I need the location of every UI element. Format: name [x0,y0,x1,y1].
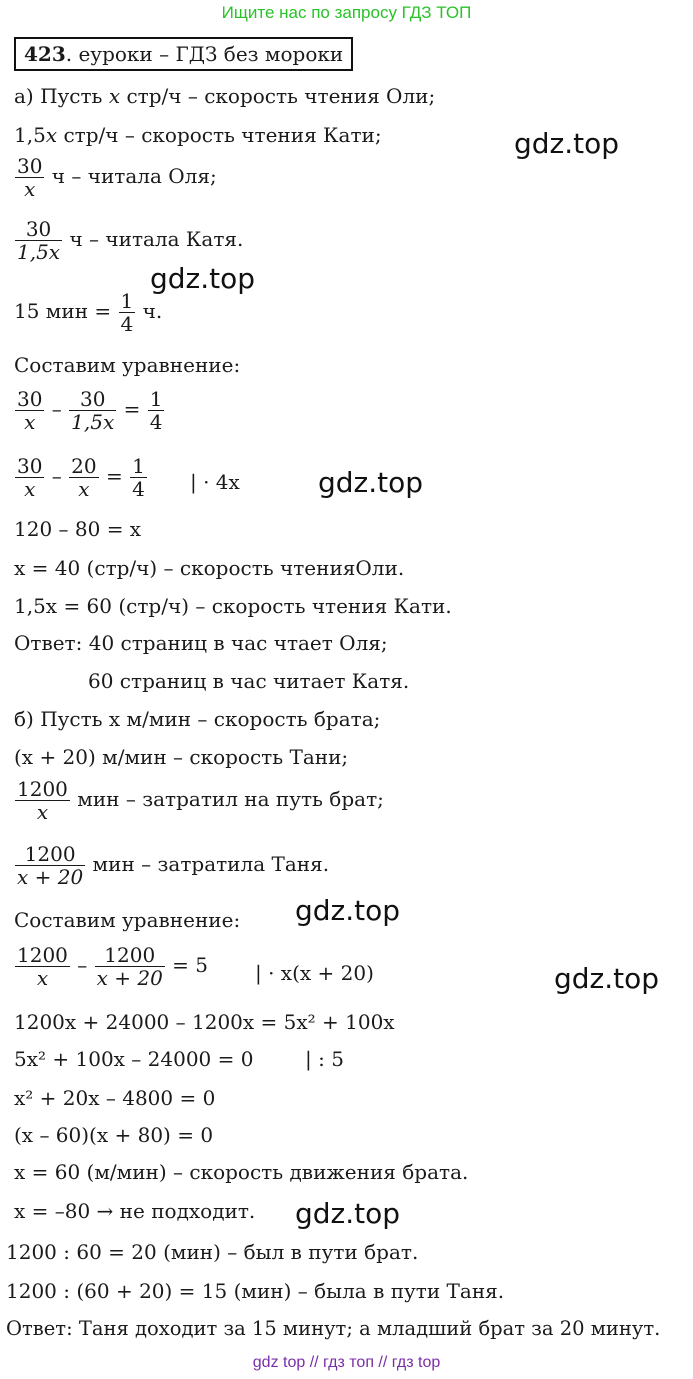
watermark: gdz.top [150,262,256,295]
b-line-14: 1200 : (60 + 20) = 15 (мин) – была в пути Таня. [6,1279,505,1303]
header-text: . еуроки – ГДЗ без мороки [65,42,344,66]
fraction-num: 30 [17,154,43,178]
fraction-num: 30 [25,217,52,241]
watermark: gdz.top [318,466,424,499]
equals-sign: = [99,464,130,488]
equals-five: = 5 [165,953,209,977]
b-line-9: x² + 20x – 4800 = 0 [14,1086,216,1110]
b-line-4 [14,843,329,888]
fraction-den: x + 20 [17,865,84,889]
b-line-7: 1200x + 24000 – 1200x = 5x² + 100x [14,1010,395,1034]
fraction [148,388,165,433]
fraction-den: x [69,477,98,500]
fraction-num: 1 [132,454,145,478]
a-line-3 [14,155,217,200]
b-eq1-multiplier: | · x(x + 20) [255,961,374,985]
a-equation-2 [14,455,148,500]
b-line-10: (x – 60)(x + 80) = 0 [14,1123,214,1147]
fraction [95,944,165,989]
fraction [15,778,70,823]
a-line-1 [14,84,435,108]
fraction [119,290,136,335]
a-line-1-text: а) Пусть [14,84,109,108]
fraction-den: x [15,410,44,433]
a-line-4-rest: ч – читала Катя. [63,227,244,251]
b-line-8-divisor: | : 5 [305,1047,344,1071]
fraction [15,944,70,989]
fraction-den: x [15,800,70,823]
fraction-num: 30 [79,387,106,411]
b-equation-1 [14,944,208,989]
a-line-10: x = 40 (стр/ч) – скорость чтенияОли. [14,556,405,580]
b-line-8: 5x² + 100x – 24000 = 0 [14,1047,254,1071]
watermark: gdz.top [514,127,620,160]
a-line-4 [14,218,243,263]
fraction-num: 1200 [24,842,76,866]
minus-sign: – [45,464,69,488]
a-line-5 [14,290,162,335]
fraction-den: x [15,477,44,500]
top-banner[interactable]: Ищите нас по запросу ГДЗ ТОП [221,3,472,22]
fraction-num: 1 [149,387,163,411]
fraction-den: x [15,966,70,989]
a-answer-1: Ответ: 40 страниц в час чтает Оля; [14,631,388,655]
a-line-2-var: x [45,123,58,147]
fraction-den: x + 20 [96,966,163,990]
fraction-num: 1 [120,289,134,313]
fraction-num: 20 [71,454,97,478]
a-line-9: 120 – 80 = x [14,517,142,541]
fraction [69,455,98,500]
a-line-5-rest: ч. [136,299,163,323]
fraction-num: 30 [17,454,43,478]
a-equation-1 [14,388,165,433]
fraction [15,388,44,433]
b-line-12: x = –80 → не подходит. [14,1199,256,1223]
b-line-1: б) Пусть x м/мин – скорость брата; [14,707,381,731]
a-line-2-coef: 1,5 [14,123,46,147]
minus-sign: – [70,953,94,977]
fraction-den: 4 [132,477,145,501]
fraction [15,455,44,500]
minus-sign: – [45,397,69,421]
equals-sign: = [117,397,147,421]
fraction [15,155,44,200]
b-line-4-rest: мин – затратила Таня. [86,852,330,876]
a-line-1-rest: стр/ч – скорость чтения Оли; [120,84,436,108]
b-line-5: Составим уравнение: [14,908,241,932]
fraction-num: 30 [17,387,43,411]
fraction-den: 4 [149,410,163,434]
fraction [15,843,85,888]
watermark: gdz.top [295,894,401,927]
watermark: gdz.top [554,962,660,995]
fraction-den: 1,5x [17,240,61,264]
b-line-3-rest: мин – затратил на путь брат; [70,787,384,811]
a-line-11: 1,5x = 60 (стр/ч) – скорость чтения Кати. [14,594,452,618]
watermark: gdz.top [295,1197,401,1230]
fraction-den: x [15,177,44,200]
exercise-header [14,37,353,71]
fraction [130,455,147,500]
a-line-6: Составим уравнение: [14,353,241,377]
a-line-2-rest: стр/ч – скорость чтения Кати; [57,123,382,147]
fraction-num: 1200 [17,777,68,801]
fraction [15,218,62,263]
a-line-3-rest: ч – читала Оля; [45,164,217,188]
b-line-13: 1200 : 60 = 20 (мин) – был в пути брат. [6,1240,419,1264]
fraction-den: 1,5x [71,410,115,434]
fraction [69,388,116,433]
b-line-3 [14,778,384,823]
exercise-number: 423 [24,42,66,66]
fraction-num: 1200 [104,943,156,967]
footer-links[interactable]: gdz top // гдз топ // гдз top [252,1354,441,1371]
a-eq2-multiplier: | · 4x [190,470,240,494]
a-line-5-pre: 15 мин = [14,299,118,323]
b-line-11: x = 60 (м/мин) – скорость движения брата. [14,1160,469,1184]
a-line-2 [14,123,382,147]
a-line-1-var: x [108,84,121,108]
fraction-num: 1200 [17,943,68,967]
fraction-den: 4 [120,312,134,336]
b-answer: Ответ: Таня доходит за 15 минут; а младший брат за 20 минут. [6,1317,661,1340]
a-answer-2: 60 страниц в час читает Катя. [88,669,410,693]
b-line-2: (x + 20) м/мин – скорость Тани; [14,745,349,769]
